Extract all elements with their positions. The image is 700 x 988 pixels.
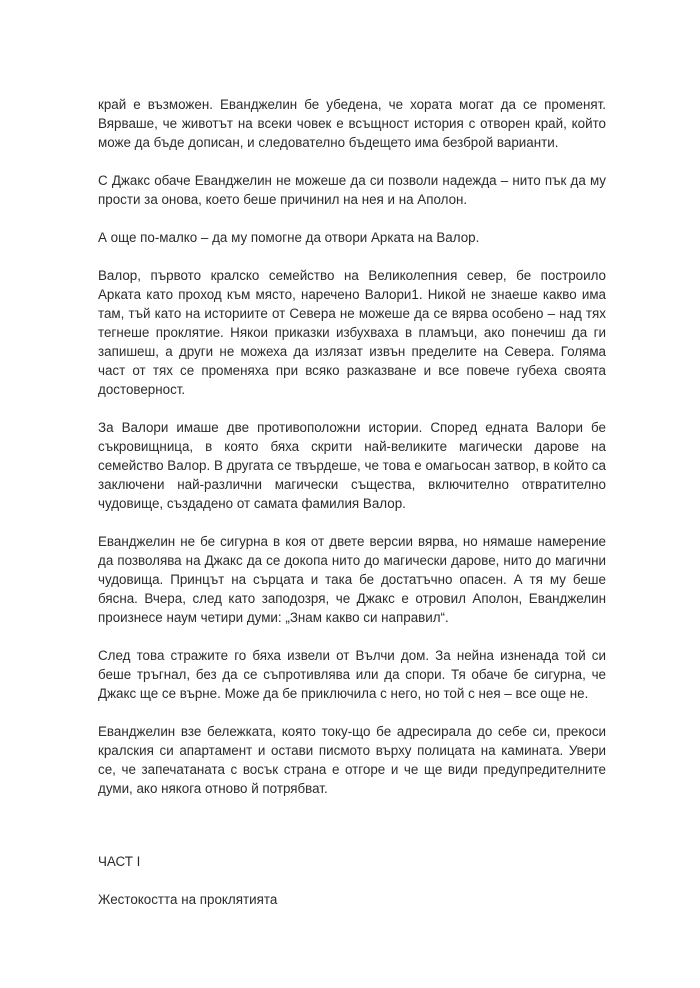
paragraph: След това стражите го бяха извели от Вълчи дом. За нейна изненада той си беше тръгнал, без да се съпротивлява или да спори. Тя обаче бе сигурна, че Джакс ще се върне. Може да бе приключила с него, но той с нея – все още не. [98,648,606,701]
part-title: Жестокостта на проклятията [98,892,278,907]
paragraph: край е възможен. Еванджелин бе убедена, че хората могат да се променят. Вярваше, че животът на всеки човек е всъщност история с отворен край, който може да бъде дописан, и следователно бъдещето има безброй варианти. [98,97,606,150]
text-column [98,95,606,909]
paragraph: С Джакс обаче Еванджелин не можеше да си позволи надежда – нито пък да му прости за онова, което беше причинил на нея и на Аполон. [98,173,606,207]
paragraph: Валор, първото кралско семейство на Великолепния север, бе построило Арката като проход към място, наречено Валори1. Никой не знаеше какво има там, тъй като на историите от Севера не можеше да се вярва особено – над тях тегнеше проклятие. Някои приказки избухваха в пламъци, ако понечиш да ги запишеш, а други не можеха да излязат извън пределите на Севера. Голяма част от тях се променяха при всяко разказване и все повече губеха своята достоверност. [98,268,606,397]
paragraph: А още по-малко – да му помогне да отвори Арката на Валор. [98,230,480,245]
paragraph: За Валори имаше две противоположни истории. Според едната Валори бе съкровищница, в която бяха скрити най-великите магически дарове на семейство Валор. В другата се твърдеше, че това е омагьосан затвор, в който са заключени най-различни магически същества, включително отвратително чудовище, създадено от самата фамилия Валор. [98,420,606,511]
paragraph: Еванджелин не бе сигурна в коя от двете версии вярва, но нямаше намерение да позволява на Джакс да се докопа нито до магически дарове, нито до магични чудовища. Принцът на сърцата и така бе достатъчно опасен. А тя му беше бясна. Вчера, след като заподозря, че Джакс е отровил Аполон, Еванджелин произнесе наум четири думи: „Знам какво си направил“. [98,534,606,625]
part-heading: ЧАСТ I [98,854,141,869]
paragraph: Еванджелин взе бележката, която току-що бе адресирала до себе си, прекоси кралския си апартамент и остави писмото върху полицата на камината. Увери се, че запечатаната с восък страна е отгоре и че ще види предупредителните думи, ако някога отново й потрябват. [98,724,606,796]
